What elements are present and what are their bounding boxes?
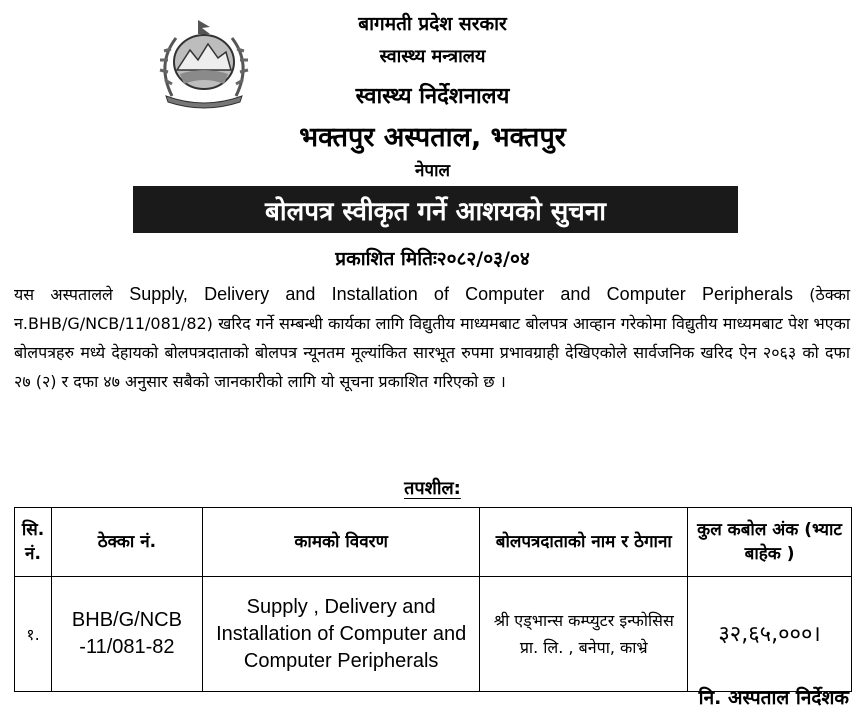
- notice-title: बोलपत्र स्वीकृत गर्ने आशयको सुचना: [133, 186, 738, 233]
- cell-contract-no: BHB/G/NCB -11/081-82: [51, 577, 202, 692]
- table-header-row: [15, 508, 852, 577]
- bid-table: [14, 507, 852, 692]
- directorate-name: स्वास्थ्य निर्देशनालय: [355, 84, 510, 109]
- body-part-3: (ठेक्का न.BHB/G/NCB/11/081/82) खरिद गर्ने सम्बन्धी कार्यका लागि विद्युतीय माध्यमबाट बोलपत्र आव्हान गरेकोमा विद्युतीय माध्यमबाट पेश भएका बोलपत्रहरु मध्ये देहायको बोलपत्रदाताको बोलपत्र न्यूनतम मूल्यांकित सारभूत रुपमा प्रभावग्राही देखिएकोले सार्वजनिक खरिद ऐन २०६३ को दफा २७ (२) र दफा ४७ अनुसार सबैको जानकारीको लागि यो सूचना प्रकाशित गरिएको छ ।: [14, 285, 851, 391]
- province-government: बागमती प्रदेश सरकार: [358, 13, 507, 35]
- body-procurement-title: Supply, Delivery and Installation of Computer and Computer Peripherals: [129, 284, 793, 304]
- cell-amount: ३२,६५,०००।: [688, 577, 852, 692]
- header-sn: सि. नं.: [15, 508, 52, 577]
- country-name: नेपाल: [414, 161, 451, 181]
- published-date: प्रकाशित मितिः२०८२/०३/०४: [335, 248, 530, 270]
- cell-description: Supply , Delivery and Installation of Computer and Computer Peripherals: [202, 577, 480, 692]
- notice-body: [14, 280, 850, 396]
- header-amount: कुल कबोल अंक (भ्याट बाहेक ): [688, 508, 852, 577]
- cell-bidder: श्री एड्भान्स कम्प्युटर इन्फोसिस प्रा. लि. , बनेपा, काभ्रे: [480, 577, 688, 692]
- signature: नि. अस्पताल निर्देशक: [698, 687, 849, 709]
- ministry-name: स्वास्थ्य मन्त्रालय: [379, 46, 486, 67]
- cell-sn: १.: [15, 577, 52, 692]
- header-description: कामको विवरण: [202, 508, 480, 577]
- hospital-name: भक्तपुर अस्पताल, भक्तपुर: [299, 122, 566, 153]
- table-row: [15, 577, 852, 692]
- header-contract-no: ठेक्का नं.: [51, 508, 202, 577]
- header-bidder: बोलपत्रदाताको नाम र ठेगाना: [480, 508, 688, 577]
- details-heading: तपशील:: [404, 478, 461, 499]
- body-part-1: यस अस्पतालले: [14, 285, 130, 304]
